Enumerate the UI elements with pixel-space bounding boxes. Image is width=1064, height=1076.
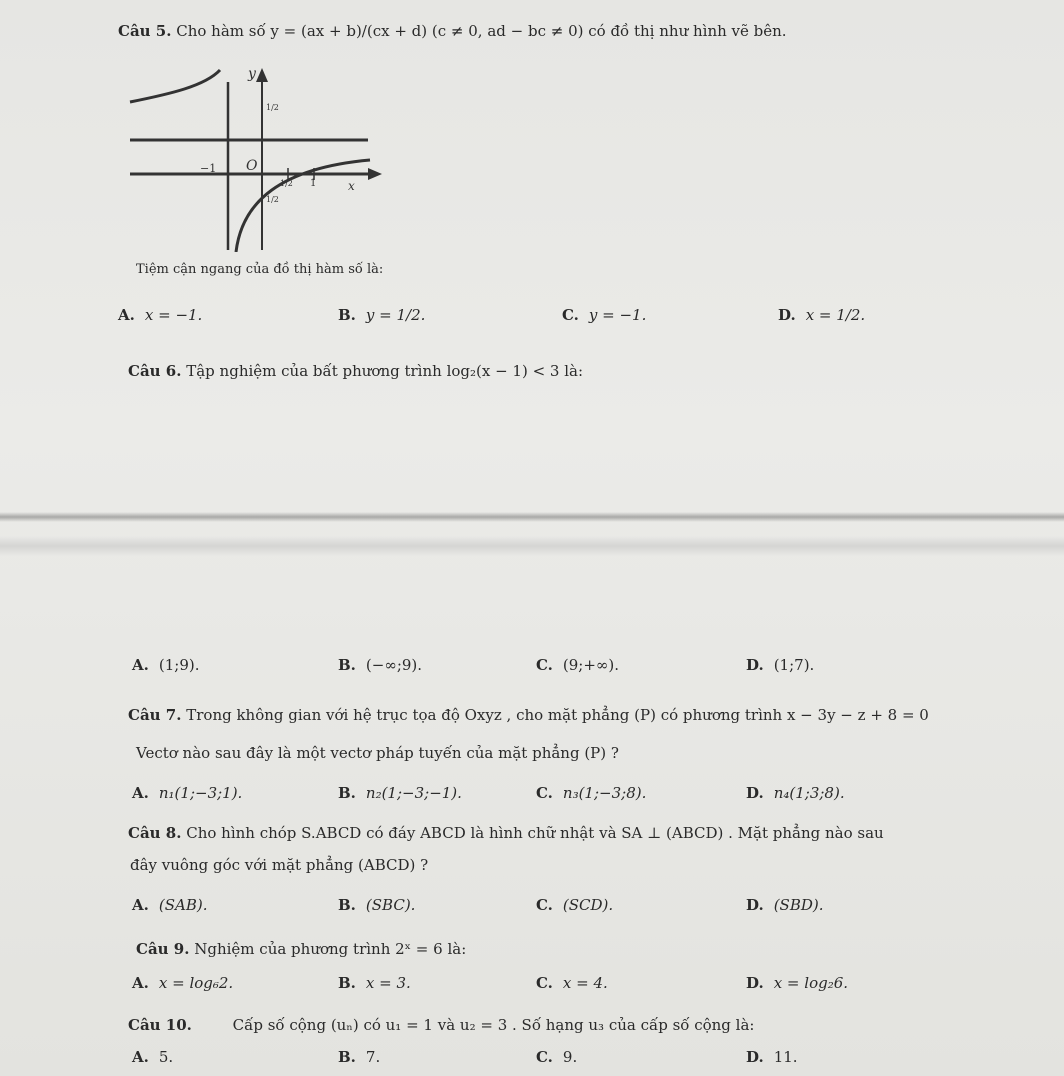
option-text: (−∞;9).: [365, 656, 423, 674]
option-text: (SAB).: [158, 896, 208, 914]
q7-text: Trong không gian với hệ trục tọa độ Oxyz , cho mặt phẳng (P) có phương trình x − 3y − z + 8 = 0: [186, 706, 929, 724]
q8-stem-2: đây vuông góc với mặt phẳng (ABCD) ?: [130, 856, 429, 874]
q8-text: Cho hình chóp S.ABCD có đáy ABCD là hình chữ nhật và SA ⊥ (ABCD) . Mặt phẳng nào sau: [186, 824, 884, 842]
q6-option-b[interactable]: [338, 656, 422, 674]
option-letter: A.: [132, 974, 149, 992]
q6-label: Câu 6.: [128, 362, 182, 380]
q10-option-c[interactable]: [536, 1048, 577, 1066]
tick-label-half-y: 1/2: [266, 103, 279, 112]
q7-option-d[interactable]: [746, 784, 845, 802]
q5-label: Câu 5.: [118, 22, 172, 40]
tick-label-half-x: 1/2: [280, 179, 293, 188]
option-text: 11.: [773, 1048, 798, 1066]
option-letter: B.: [338, 306, 356, 324]
page-crease: [0, 536, 1064, 556]
q9-option-c[interactable]: [536, 974, 608, 992]
q8-stem: [128, 824, 884, 842]
option-text: (SBD).: [773, 896, 824, 914]
option-letter: B.: [338, 974, 356, 992]
q5-option-a[interactable]: [118, 306, 202, 324]
tick-label-neg-one: −1: [200, 162, 217, 175]
q7-stem: [128, 706, 929, 724]
option-letter: D.: [746, 656, 764, 674]
option-letter: B.: [338, 896, 356, 914]
q10-stem: [128, 1016, 754, 1034]
y-axis-arrow-icon: [256, 68, 268, 82]
option-letter: B.: [338, 1048, 356, 1066]
q8-option-c[interactable]: [536, 896, 613, 914]
option-letter: D.: [746, 1048, 764, 1066]
q10-option-a[interactable]: [132, 1048, 173, 1066]
option-letter: A.: [132, 656, 149, 674]
option-text: 5.: [158, 1048, 174, 1066]
option-letter: A.: [132, 1048, 149, 1066]
q5-text: Cho hàm số y = (ax + b)/(cx + d) (c ≠ 0, ad − bc ≠ 0) có đồ thị như hình vẽ bên.: [176, 22, 787, 40]
origin-label: O: [246, 158, 258, 174]
option-text: x = log₆2.: [158, 974, 234, 992]
q7-label: Câu 7.: [128, 706, 182, 724]
option-letter: B.: [338, 656, 356, 674]
q6-text: Tập nghiệm của bất phương trình log₂(x − 1) < 3 là:: [186, 362, 584, 380]
q10-label: Câu 10.: [128, 1016, 192, 1034]
q5-function-graph: [120, 62, 420, 252]
x-axis-label: x: [348, 179, 355, 193]
option-letter: C.: [536, 784, 553, 802]
q8-option-a[interactable]: [132, 896, 207, 914]
option-text: (SBC).: [365, 896, 416, 914]
option-text: n₃(1;−3;8).: [562, 784, 647, 802]
q9-option-a[interactable]: [132, 974, 233, 992]
option-letter: B.: [338, 784, 356, 802]
q9-option-b[interactable]: [338, 974, 411, 992]
option-text: y = −1.: [588, 306, 647, 324]
q7-option-a[interactable]: [132, 784, 242, 802]
option-letter: A.: [132, 896, 149, 914]
q9-option-d[interactable]: [746, 974, 848, 992]
q7-option-c[interactable]: [536, 784, 646, 802]
option-text: 9.: [562, 1048, 578, 1066]
option-letter: C.: [536, 1048, 553, 1066]
q5-option-d[interactable]: [778, 306, 865, 324]
option-text: 7.: [365, 1048, 381, 1066]
q7-stem-2: Vectơ nào sau đây là một vectơ pháp tuyến của mặt phẳng (P) ?: [136, 744, 619, 762]
q7-option-b[interactable]: [338, 784, 462, 802]
y-axis-label: y: [248, 66, 256, 82]
q5-question: Tiệm cận ngang của đồ thị hàm số là:: [136, 262, 384, 277]
option-text: x = 1/2.: [805, 306, 866, 324]
q6-option-c[interactable]: [536, 656, 619, 674]
option-text: x = −1.: [144, 306, 203, 324]
option-letter: C.: [536, 974, 553, 992]
option-text: n₁(1;−3;1).: [158, 784, 243, 802]
x-axis-arrow-icon: [368, 168, 382, 180]
q10-option-d[interactable]: [746, 1048, 798, 1066]
option-text: (1;7).: [773, 656, 815, 674]
option-letter: A.: [132, 784, 149, 802]
q9-label: Câu 9.: [136, 940, 190, 958]
q8-option-b[interactable]: [338, 896, 415, 914]
option-text: (1;9).: [158, 656, 200, 674]
option-letter: C.: [562, 306, 579, 324]
option-text: x = 3.: [365, 974, 411, 992]
page-fold: [0, 512, 1064, 522]
option-letter: C.: [536, 656, 553, 674]
option-letter: D.: [746, 784, 764, 802]
graph-left-branch: [130, 70, 220, 102]
q6-stem: [128, 362, 583, 380]
tick-label-one: 1: [310, 178, 317, 189]
option-text: x = log₂6.: [773, 974, 849, 992]
option-text: x = 4.: [562, 974, 608, 992]
option-letter: D.: [746, 974, 764, 992]
q5-stem: [118, 22, 787, 40]
q6-option-a[interactable]: [132, 656, 200, 674]
option-letter: C.: [536, 896, 553, 914]
q9-stem: [136, 940, 466, 958]
q8-label: Câu 8.: [128, 824, 182, 842]
q9-text: Nghiệm của phương trình 2ˣ = 6 là:: [194, 940, 467, 958]
option-letter: A.: [118, 306, 135, 324]
option-text: (9;+∞).: [562, 656, 620, 674]
q5-option-c[interactable]: [562, 306, 646, 324]
q5-option-b[interactable]: [338, 306, 425, 324]
q6-option-d[interactable]: [746, 656, 814, 674]
option-text: n₂(1;−3;−1).: [365, 784, 462, 802]
option-text: y = 1/2.: [365, 306, 426, 324]
tick-label-neg-half: 1/2: [266, 195, 279, 204]
option-text: n₄(1;3;8).: [773, 784, 845, 802]
q10-option-b[interactable]: [338, 1048, 380, 1066]
option-letter: D.: [746, 896, 764, 914]
q8-option-d[interactable]: [746, 896, 824, 914]
option-text: (SCD).: [562, 896, 614, 914]
q10-text: Cấp số cộng (uₙ) có u₁ = 1 và u₂ = 3 . Số hạng u₃ của cấp số cộng là:: [232, 1016, 755, 1034]
option-letter: D.: [778, 306, 796, 324]
